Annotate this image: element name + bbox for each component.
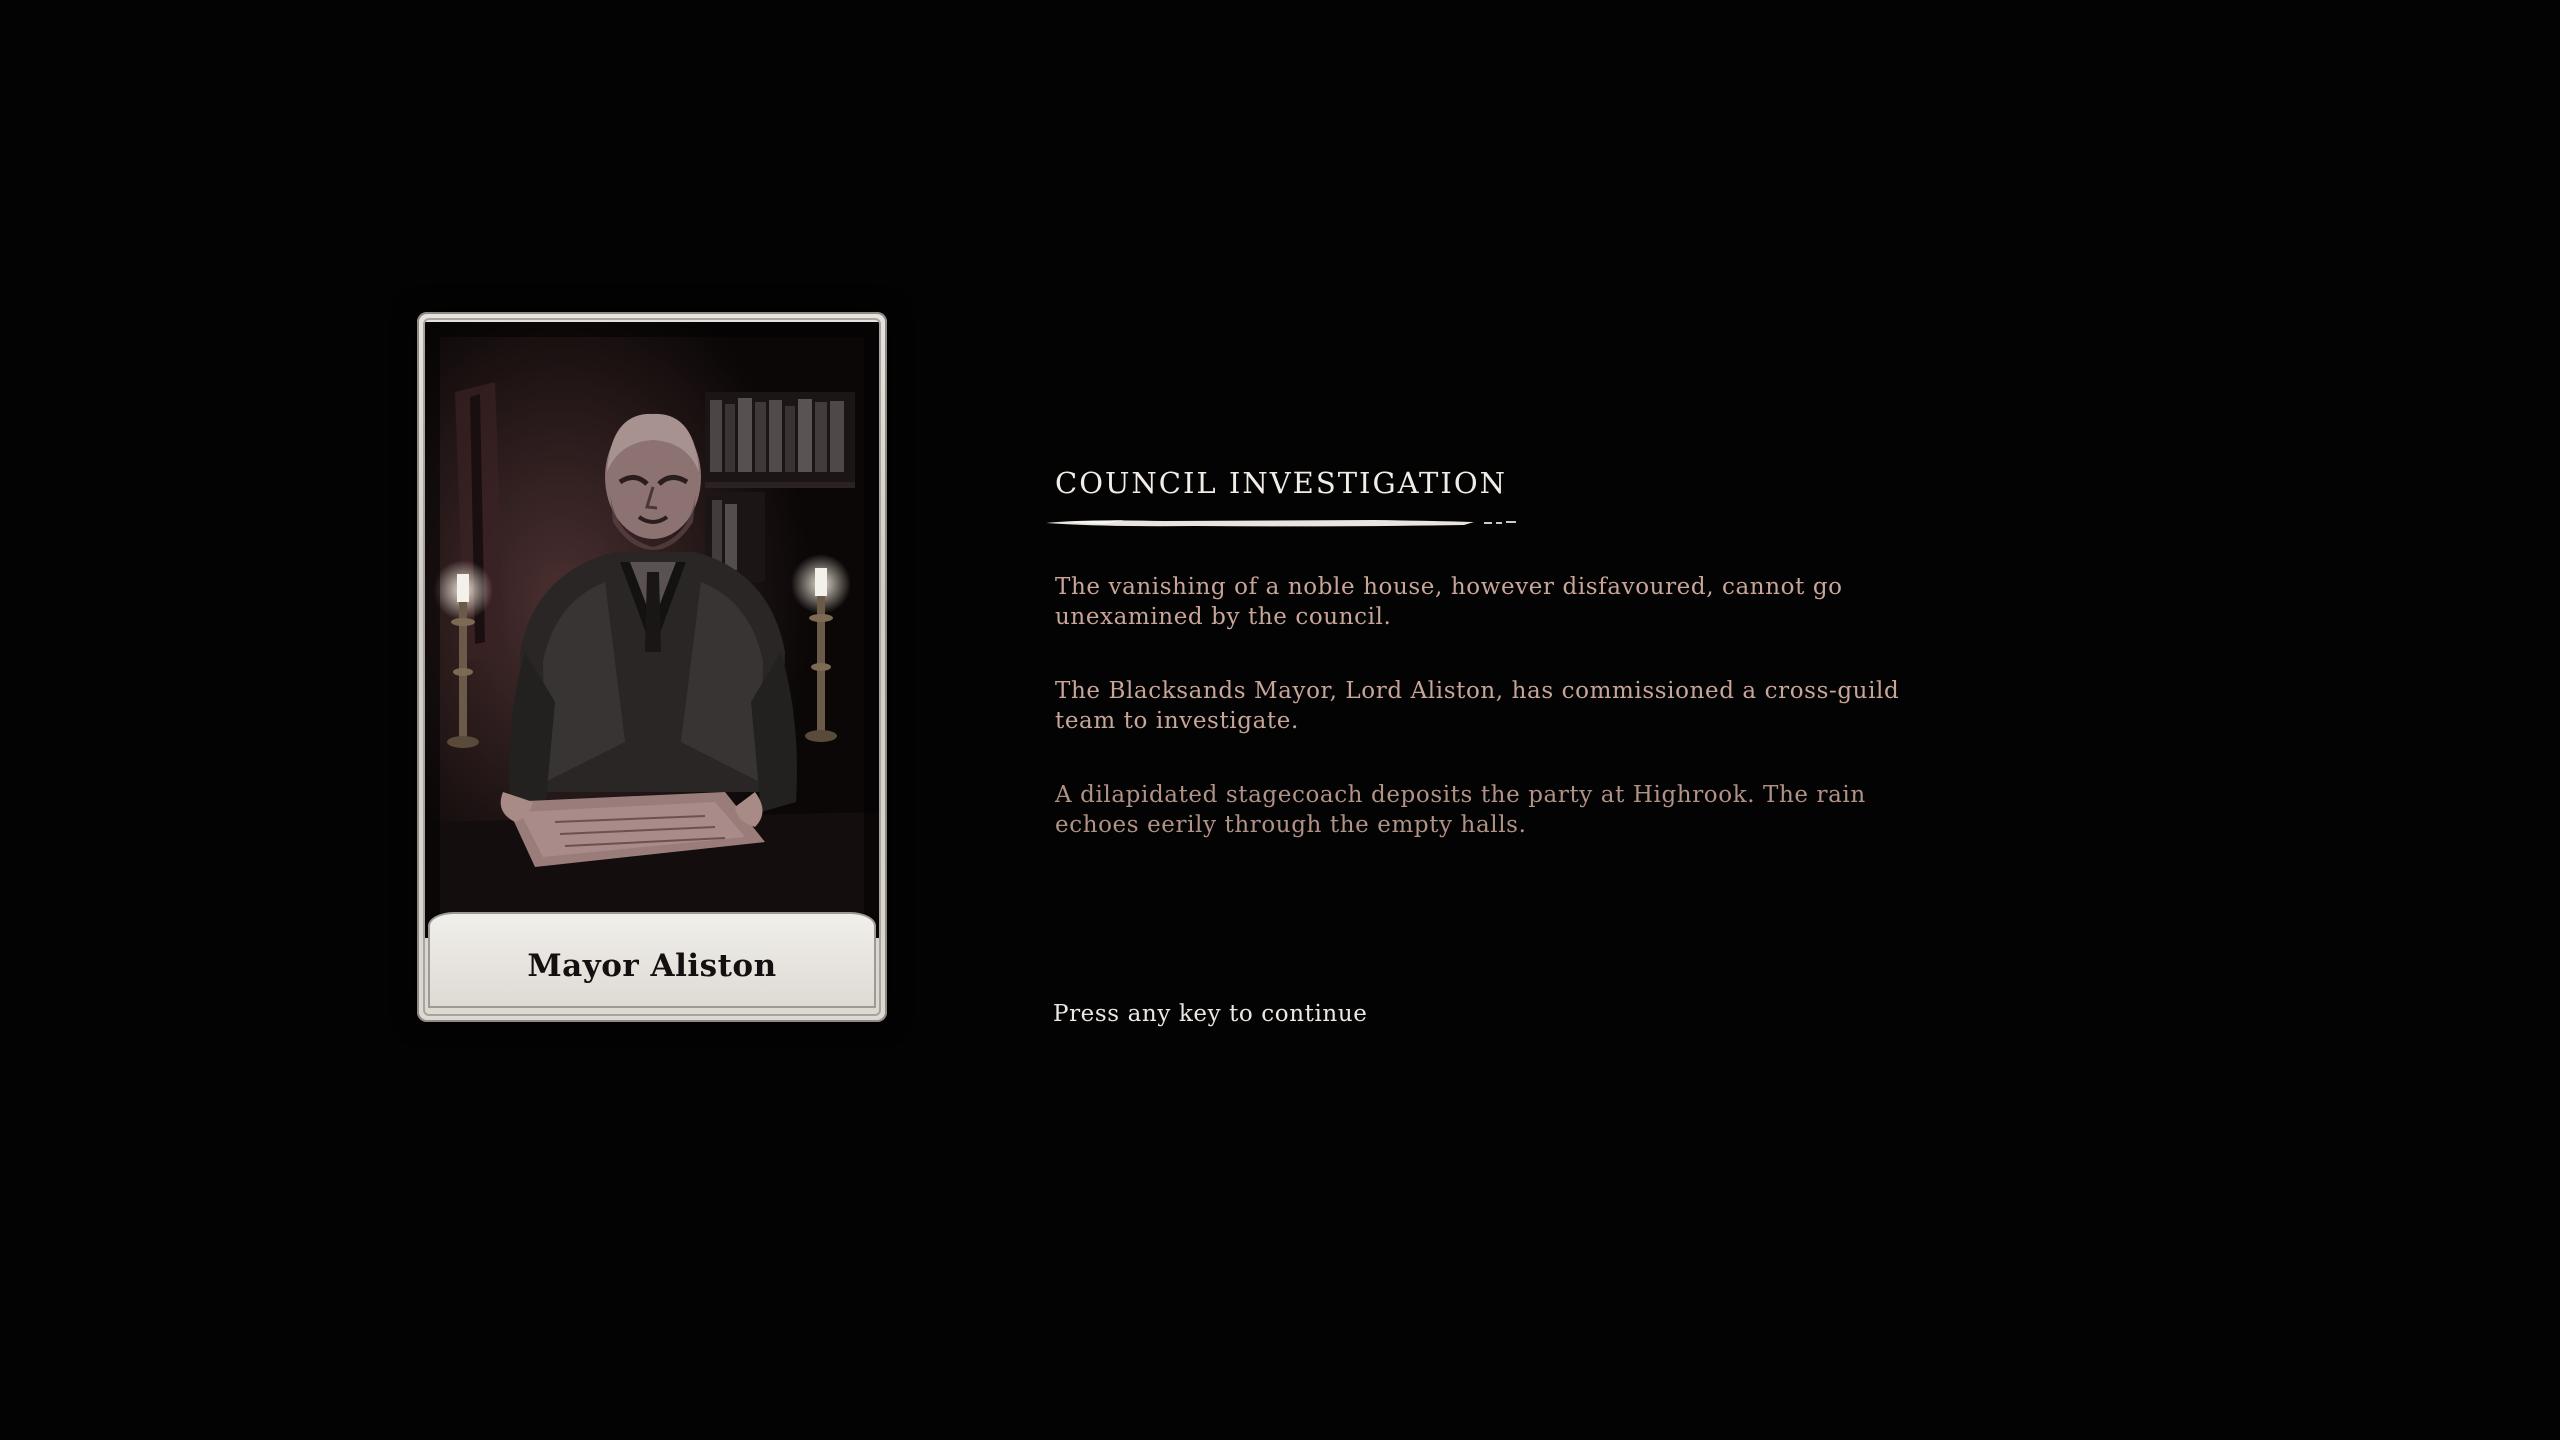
character-card [417, 312, 887, 1022]
continue-prompt[interactable]: Press any key to continue [1053, 1001, 1368, 1027]
card-nameplate [428, 912, 876, 1008]
mayor-portrait-illustration [425, 322, 879, 938]
character-name: Mayor Aliston [527, 948, 777, 984]
event-paragraph-1: The vanishing of a noble house, however disfavoured, cannot go unexamined by the council. [1055, 574, 1843, 630]
brush-stroke-divider [1044, 516, 1524, 530]
event-paragraph-3: A dilapidated stagecoach deposits the party at Highrook. The rain echoes eerily through the empty halls. [1055, 782, 1866, 838]
event-paragraph-2: The Blacksands Mayor, Lord Aliston, has commissioned a cross-guild team to investigate. [1055, 678, 1900, 734]
event-title: COUNCIL INVESTIGATION [1055, 466, 1507, 500]
